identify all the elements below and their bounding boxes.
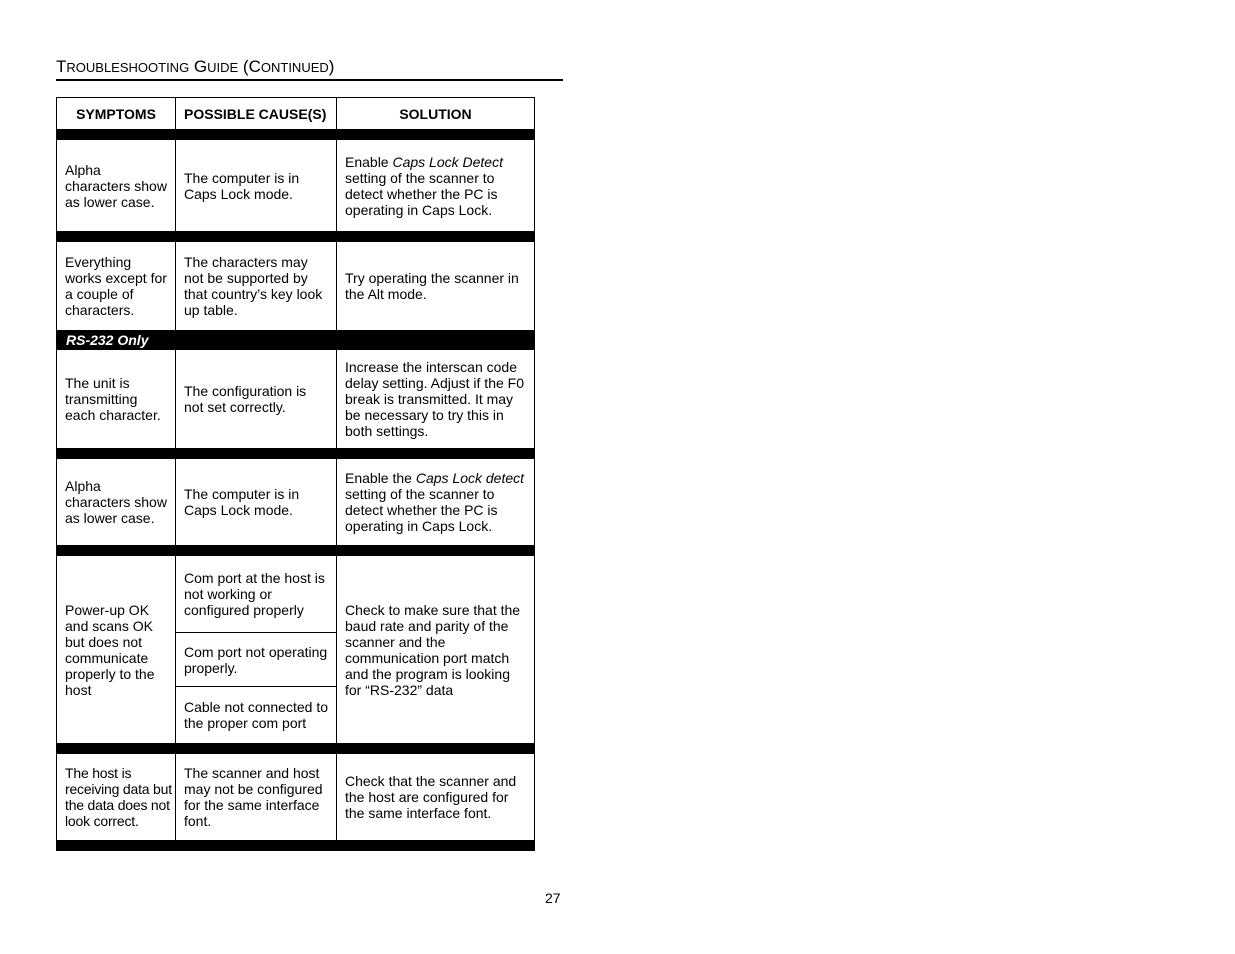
column-header-causes: POSSIBLE CAUSE(S) <box>176 98 337 130</box>
cause-cell: The scanner and host may not be configured for the same interface font. <box>176 754 337 841</box>
section-header-rs232 <box>57 331 535 350</box>
column-header-symptoms: SYMPTOMS <box>57 98 176 130</box>
row-separator <box>57 841 535 851</box>
symptom-cell: The host is receiving data but the data does not look correct. <box>57 754 176 841</box>
solution-cell: Check to make sure that the baud rate and parity of the scanner and the communication port match and the program is looking for “RS-232” data <box>337 556 535 744</box>
solution-cell: Enable Caps Lock Detect setting of the scanner to detect whether the PC is operating in Caps Lock. <box>337 140 535 232</box>
table-row <box>57 459 535 546</box>
row-separator <box>57 130 535 140</box>
symptom-cell: Alpha characters show as lower case. <box>57 459 176 546</box>
solution-cell: Enable the Caps Lock detect setting of the scanner to detect whether the PC is operating in Caps Lock. <box>337 459 535 546</box>
troubleshooting-table <box>56 97 535 851</box>
solution-cell: Try operating the scanner in the Alt mode. <box>337 242 535 331</box>
cause-cell: Com port not operating properly. <box>176 633 337 687</box>
table-header-row <box>57 98 535 130</box>
section-label: RS-232 Only <box>57 331 535 350</box>
table-row <box>57 350 535 449</box>
row-separator <box>57 744 535 754</box>
symptom-cell: Everything works except for a couple of characters. <box>57 242 176 331</box>
cause-cell: Com port at the host is not working or configured properly <box>176 556 337 633</box>
row-separator <box>57 546 535 556</box>
symptom-cell: Power-up OK and scans OK but does not communicate properly to the host <box>57 556 176 744</box>
page-heading: TROUBLESHOOTING GUIDE (CONTINUED) <box>56 57 563 81</box>
page-number: 27 <box>545 890 561 906</box>
cause-cell: The computer is in Caps Lock mode. <box>176 140 337 232</box>
column-header-solution: SOLUTION <box>337 98 535 130</box>
table-row <box>57 140 535 232</box>
row-separator <box>57 449 535 459</box>
table-row <box>57 242 535 331</box>
cause-cell: Cable not connected to the proper com port <box>176 687 337 744</box>
cause-cell: The configuration is not set correctly. <box>176 350 337 449</box>
symptom-cell: The unit is transmitting each character. <box>57 350 176 449</box>
solution-cell: Check that the scanner and the host are configured for the same interface font. <box>337 754 535 841</box>
table-row <box>57 754 535 841</box>
table-row <box>57 556 535 633</box>
cause-cell: The characters may not be supported by that country’s key look up table. <box>176 242 337 331</box>
row-separator <box>57 232 535 242</box>
solution-cell: Increase the interscan code delay setting. Adjust if the F0 break is transmitted. It may be necessary to try this in both settings. <box>337 350 535 449</box>
symptom-cell: Alpha characters show as lower case. <box>57 140 176 232</box>
cause-cell: The computer is in Caps Lock mode. <box>176 459 337 546</box>
